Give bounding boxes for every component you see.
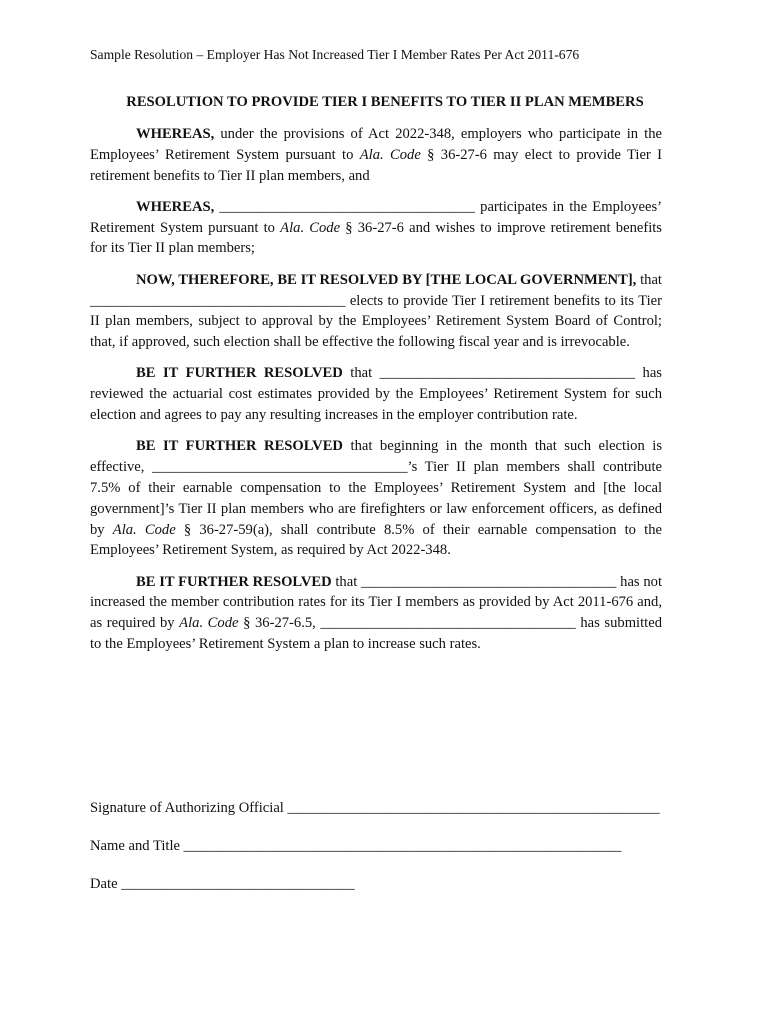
name-title-field[interactable]: ____________________________________________________________ (180, 838, 622, 854)
paragraph-text: has submitted to the Employees’ Retirement System a plan to increase such rates. (90, 615, 662, 653)
resolution-title: RESOLUTION TO PROVIDE TIER I BENEFITS TO TIER II PLAN MEMBERS (126, 94, 644, 110)
employer-name-blank[interactable]: ___________________________________ (152, 459, 408, 476)
code-citation: Ala. Code (112, 521, 176, 538)
further-resolved-lead: BE IT FURTHER RESOLVED (136, 438, 343, 455)
further-resolved-paragraph-2 (90, 436, 662, 561)
paragraph-text: that (331, 573, 362, 590)
further-resolved-paragraph-3 (90, 572, 662, 655)
resolution-body (90, 124, 662, 665)
paragraph-text: that (636, 271, 662, 288)
resolved-lead: NOW, THEREFORE, BE IT RESOLVED BY [THE LOCAL GOVERNMENT], (136, 271, 637, 288)
paragraph-text: has not increased the member contribution rates for its Tier I members as provided by Act 2011-676 and, as required by (90, 573, 662, 632)
further-resolved-lead: BE IT FURTHER RESOLVED (136, 573, 332, 590)
name-title-label: Name and Title (90, 838, 180, 854)
employer-name-blank[interactable]: ___________________________________ (214, 198, 481, 215)
paragraph-text: that beginning in the month that such election is effective, (90, 438, 662, 476)
paragraph-text: that (342, 365, 380, 382)
date-line (90, 876, 675, 893)
page-header: Sample Resolution – Employer Has Not Increased Tier I Member Rates Per Act 2011-676 (90, 47, 580, 62)
signature-label: Signature of Authorizing Official (90, 800, 284, 816)
paragraph-text: participates in the Employees’ Retirement System pursuant to (90, 198, 663, 236)
whereas-lead: WHEREAS, (136, 126, 215, 142)
whereas-lead: WHEREAS, (136, 198, 215, 215)
paragraph-text: § 36-27-6 may elect to provide Tier I retirement benefits to Tier II plan members, and (90, 146, 662, 184)
date-label: Date (90, 876, 118, 892)
whereas-paragraph-2 (90, 197, 662, 259)
paragraph-text: ’s Tier II plan members shall contribute 7.5% of their earnable compensation to the Employees’ Retirement System and [the local government]’s Tier II plan members who are firefighters or law enforcement officers, as defined by (90, 459, 662, 538)
employer-name-blank[interactable]: ___________________________________ (320, 615, 576, 632)
date-field[interactable]: ________________________________ (117, 876, 355, 892)
resolved-paragraph (90, 270, 662, 353)
paragraph-text: has reviewed the actuarial cost estimates provided by the Employees’ Retirement System for such election and agrees to pay any resulting increases in the employer contribution rate. (90, 365, 662, 424)
employer-name-blank[interactable]: ___________________________________ (361, 573, 617, 590)
employer-name-blank[interactable]: ___________________________________ (379, 365, 636, 382)
code-citation: Ala. Code (280, 219, 341, 236)
code-citation: Ala. Code (359, 146, 421, 163)
paragraph-text: § 36-27-6.5, (238, 615, 321, 632)
signature-field[interactable]: ___________________________________________________ (283, 800, 660, 816)
paragraph-text: elects to provide Tier I retirement benefits to its Tier II plan members, subject to approval by the Employees’ Retirement System Board of Control; that, if approved, such election shall be effective the following fiscal year and is irrevocable. (90, 292, 662, 351)
whereas-paragraph-1 (90, 124, 662, 186)
further-resolved-lead: BE IT FURTHER RESOLVED (136, 365, 343, 382)
paragraph-text: § 36-27-59(a), shall contribute 8.5% of their earnable compensation to the Employees’ Retirement System, as required by Act 2022-348. (90, 521, 662, 559)
further-resolved-paragraph-1 (90, 363, 662, 425)
employer-name-blank[interactable]: ___________________________________ (90, 292, 346, 309)
paragraph-text: under the provisions of Act 2022-348, employers who participate in the Employees’ Retirement System pursuant to (90, 126, 662, 163)
code-citation: Ala. Code (179, 615, 239, 632)
signature-line (90, 800, 675, 817)
paragraph-text: § 36-27-6 and wishes to improve retirement benefits for its Tier II plan members; (90, 219, 662, 257)
name-title-line (90, 838, 675, 855)
